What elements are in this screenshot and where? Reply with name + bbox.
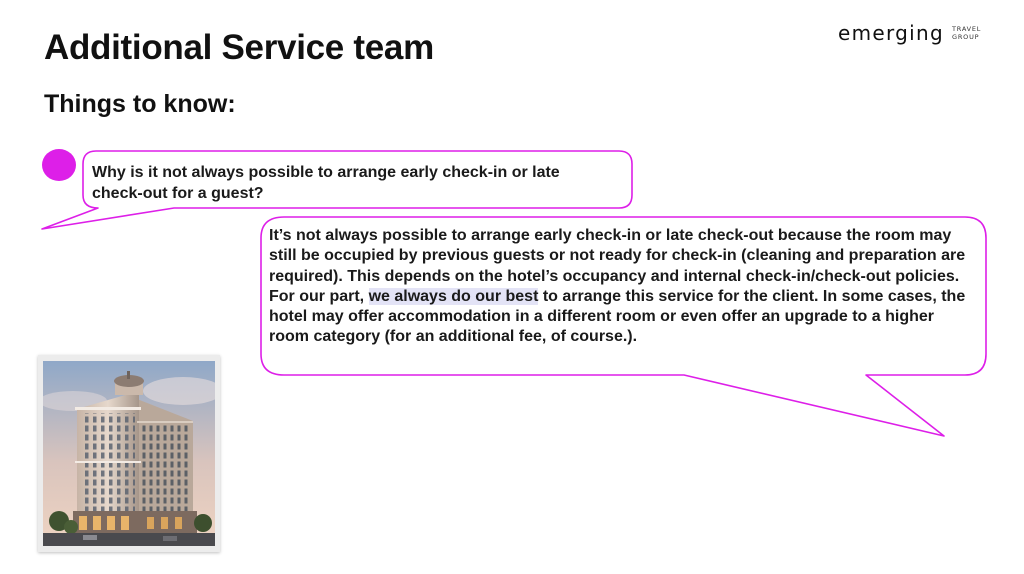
- slide-title: Additional Service team: [44, 28, 434, 67]
- answer-text-part1: It’s not always possible to arrange early check-in or late check-out because the room may still be occupied by previous guests or not ready for check-in (cleaning and preparation are required). This depends on the hotel’s occupancy and internal check-in/check-out policies. For our part,: [269, 227, 966, 305]
- hotel-building-icon: [43, 361, 215, 546]
- logo-wordmark: emerging: [838, 21, 944, 45]
- answer-highlight: we always do our best: [368, 287, 539, 305]
- question-text: Why is it not always possible to arrange early check-in or late check-out for a guest?: [92, 164, 560, 202]
- logo-subtitle-line1: TRAVEL: [952, 25, 982, 33]
- answer-text: [269, 226, 975, 348]
- logo-subtitle-line2: GROUP: [952, 33, 980, 41]
- answer-text-part2: to arrange this service for the client. In some cases, the hotel may offer accommodation in a different room or even offer an upgrade to a higher room category (for an additional fee, of course.).: [269, 287, 966, 346]
- hotel-photo-frame: [38, 355, 220, 552]
- slide-subtitle: Things to know:: [44, 90, 236, 118]
